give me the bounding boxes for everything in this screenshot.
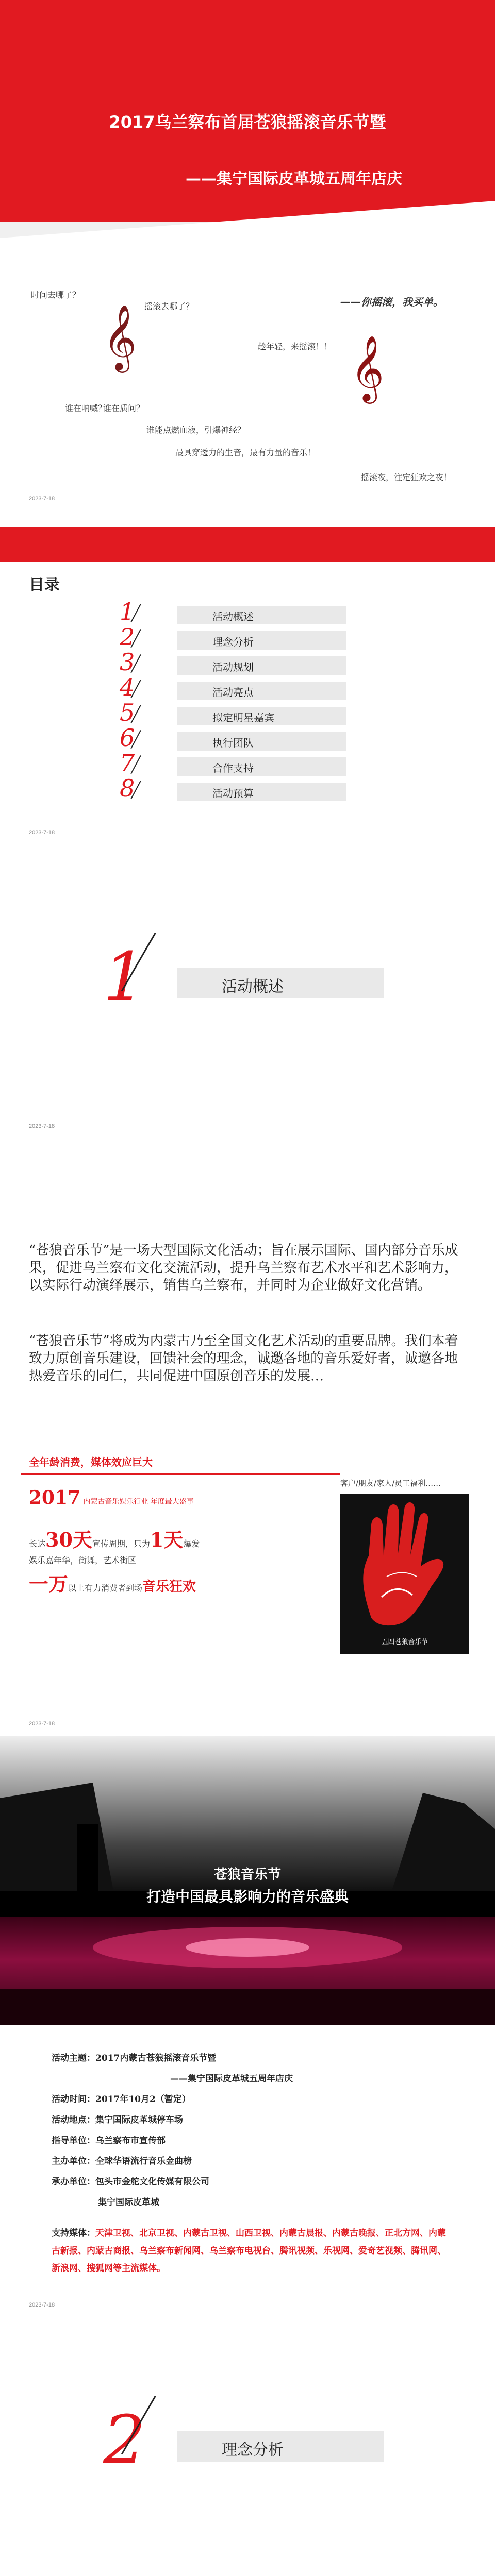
concert-photo [0,1917,495,2025]
cover-subtitle: ——集宁国际皮革城五周年店庆 [186,170,402,188]
info-key: 活动主题： [52,2053,95,2063]
handprint-icon [340,1494,469,1654]
toc-item-label: 活动亮点 [212,686,254,699]
info-row [52,2174,209,2187]
toc-item[interactable] [120,724,346,752]
info-row [52,2133,166,2146]
promo-divider [21,1473,340,1475]
toc-item-number: 1 [120,598,135,625]
info-key: 承办单位： [52,2177,95,2187]
info-key: 支持媒体： [52,2228,95,2239]
intro-line: 摇滚去哪了？ [144,301,194,311]
info-row [98,2195,159,2208]
promo-slide [0,1443,495,1736]
intro-line: 谁能点燃血液，引爆神经？ [146,425,246,435]
photo-caption-subtitle: 打造中国最具影响力的音乐盛典 [146,1888,349,1905]
promo-text: 爆发 [183,1539,200,1549]
toc-slide [0,562,495,850]
overview-paragraph-2: “苍狼音乐节”将成为内蒙古乃至全国文化艺术活动的重要品牌。我们本着致力原创音乐建设，回馈社会的理念，诚邀各地的音乐爱好者，诚邀各地热爱音乐的同仁，共同促进中国原创音乐的发展… [29,1333,458,1384]
section-label: 理念分析 [222,2441,284,2459]
promo-audience-line [29,1568,196,1597]
intro-slide [0,263,495,562]
info-value: 包头市金舵文化传媒有限公司 [95,2177,209,2187]
info-value: 集宁国际皮革城 [98,2197,159,2208]
info-media [52,2225,454,2277]
overview-slide [0,1139,495,1443]
promo-highlight: 音乐狂欢 [142,1579,196,1595]
toc-item-label: 活动预算 [212,787,254,800]
info-key: 主办单位： [52,2156,95,2166]
promo-highlight: 30天 [45,1528,92,1551]
toc-item-bar [177,682,346,700]
slide-date: 2023-7-18 [29,829,55,836]
section-2-slide [0,2313,495,2576]
info-row [52,2092,191,2105]
info-row [52,2154,192,2166]
info-value: 2017内蒙古苍狼摇滚音乐节暨 [95,2053,217,2063]
toc-title: 目录 [29,576,60,594]
slide-date: 2023-7-18 [29,1123,55,1129]
treble-clef-icon: 𝄞 [351,335,385,401]
slide-date: 2023-7-18 [29,2302,55,2308]
promo-text: 长达 [29,1539,46,1549]
toc-item-number: 7 [120,749,135,777]
info-value: 乌兰察布市宣传部 [95,2136,166,2146]
toc-item-bar [177,757,346,776]
overview-paragraph-1: “苍狼音乐节”是一场大型国际文化活动；旨在展示国际、国内部分音乐成果，促进乌兰察布文化交流活动，提升乌兰察布艺术水平和艺术影响力，以实际行动演绎展示，销售乌兰察布，并同时为企业做好文化营销。 [29,1243,458,1293]
promo-headline: 全年龄消费，媒体效应巨大 [29,1456,153,1468]
event-info-slide [0,2025,495,2313]
photo-slide [0,1736,495,2025]
cover-slide [0,0,495,263]
info-row [170,2071,293,2084]
toc-item-number: 8 [120,774,135,802]
toc-item-bar [177,631,346,650]
info-row [52,2112,183,2125]
info-value: ——集宁国际皮革城五周年店庆 [170,2074,293,2084]
festival-poster [340,1494,469,1654]
toc-item[interactable] [120,598,346,625]
stage-lights-icon [0,1917,495,2025]
info-value: 全球华语流行音乐金曲榜 [95,2156,192,2166]
toc-item-label: 活动规划 [212,661,254,673]
section-label: 活动概述 [222,978,284,996]
intro-line: 趁年轻，来摇滚！！ [258,342,333,351]
toc-item-number: 4 [120,673,135,701]
toc-item-label: 合作支持 [212,762,254,774]
promo-audience-note: 客户/朋友/家人/员工福利…… [340,1479,441,1488]
cover-title: 2017乌兰察布首届苍狼摇滚音乐节暨 [109,112,386,132]
toc-item-bar [177,783,346,801]
info-row [52,2050,216,2063]
intro-line: 谁在质问？ [103,403,145,413]
toc-item[interactable] [120,749,346,777]
slide-date: 2023-7-18 [29,1721,55,1727]
intro-line: 谁在呐喊？ [65,403,107,413]
intro-line: 摇滚夜，注定狂欢之夜！ [361,472,452,482]
photo-caption-title: 苍狼音乐节 [213,1867,281,1883]
info-key: 活动时间： [52,2094,95,2105]
toc-item-bar [177,606,346,624]
section-1-slide [0,850,495,1139]
info-value: 集宁国际皮革城停车场 [95,2115,183,2125]
toc-item[interactable] [120,623,346,651]
toc-item-label: 活动概述 [212,611,254,623]
toc-item-label: 执行团队 [212,737,254,749]
info-key: 活动地点： [52,2115,95,2125]
section-number: 2 [103,2401,146,2479]
info-key: 指导单位： [52,2136,95,2146]
toc-item-bar [177,732,346,751]
promo-highlight: 1天 [150,1528,184,1551]
toc-item[interactable] [120,673,346,701]
promo-text: 娱乐嘉年华，街舞，艺术街区 [29,1555,137,1565]
toc-item[interactable] [120,648,346,676]
intro-red-footer [0,527,495,562]
info-media-list: 天津卫视、北京卫视、内蒙古卫视、山西卫视、内蒙古晨报、内蒙古晚报、正北方网、内蒙古新报、内蒙古商报、乌兰察布新闻网、乌兰察布电视台、腾讯视频、乐视网、爱奇艺视频、腾讯网、新浪网、搜狐网等主流媒体。 [52,2228,446,2274]
section-number: 1 [103,938,146,1016]
toc-item-number: 5 [120,699,135,726]
intro-line: 最具穿透力的生音，最有力量的音乐！ [175,448,316,457]
promo-text: 宣传周期，只为 [92,1539,150,1549]
toc-item-label: 拟定明星嘉宾 [212,711,274,724]
toc-item-number: 2 [120,623,135,651]
toc-item-number: 6 [120,724,135,752]
treble-clef-icon: 𝄞 [103,304,137,370]
promo-text: 以上有力消费者到场 [68,1583,143,1593]
promo-year-line [29,1487,194,1509]
promo-campaign-line [29,1524,200,1552]
slide-date: 2023-7-18 [29,496,55,502]
toc-item[interactable] [120,774,346,802]
poster-caption: 五四苍狼音乐节 [381,1638,428,1646]
promo-year-text: 内蒙古音乐娱乐行业 年度最大盛事 [83,1498,194,1506]
promo-year: 2017 [29,1487,81,1509]
toc-item[interactable] [120,699,346,726]
toc-item-number: 3 [120,648,135,676]
toc-item-bar [177,656,346,675]
intro-line: 时间去哪了？ [31,290,81,300]
intro-slogan: ——你摇滚，我买单。 [340,296,443,308]
toc-item-label: 理念分析 [212,636,254,648]
info-value: 2017年10月2（暂定） [95,2094,191,2105]
promo-highlight: 一万 [29,1572,69,1596]
